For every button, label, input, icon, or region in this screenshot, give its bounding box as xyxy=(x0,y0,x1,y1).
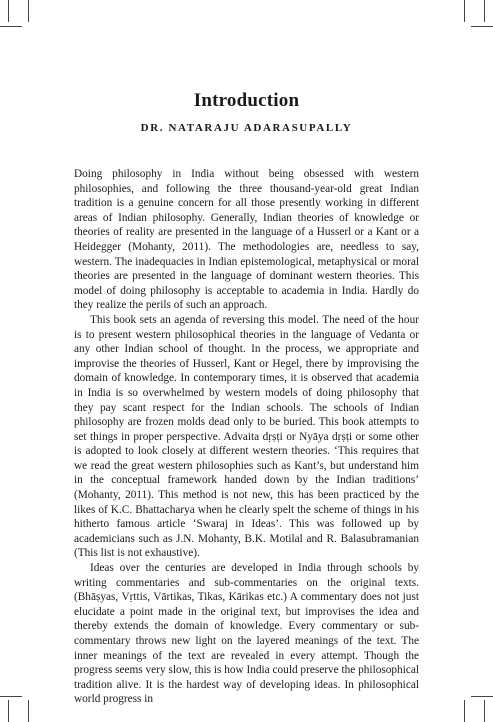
crop-mark xyxy=(8,0,9,22)
body-text xyxy=(74,167,419,707)
crop-mark xyxy=(0,26,22,27)
paragraph: Ideas over the centuries are developed in India through schools by writing commentaries and sub-commentaries on the original texts. (Bhāṣyas, Vṛttis, Vārtikas, Tikas, Kārikas etc.) A commentary does not just elucidate a point made in the original text, but improvises the idea and thereby extends the domain of knowledge. Every commentary or sub-commentary throws new light on the layered meanings of the text. The inner meanings of the text are revealed in every attempt. Though the progress seems very slow, this is how India could preserve the philosophical tradition alive. It is the hardest way of developing ideas. In philosophical world progress in xyxy=(74,562,420,706)
page-title: Introduction xyxy=(193,90,300,111)
author-name: DR. NATARAJU ADARASUPALLY xyxy=(140,122,353,134)
crop-mark xyxy=(28,0,29,22)
crop-mark xyxy=(471,696,493,697)
paragraph: This book sets an agenda of reversing this model. The need of the hour is to present western philosophical theories in the language of Vedanta or any other Indian school of thought. In the process, we appropriate and improvise the theories of Husserl, Kant or Hegel, there by improvising the domain of knowledge. In contemporary times, it is observed that academia in India is so overwhelmed by western models of doing philosophy that they pay scant respect for the Indian schools. The schools of Indian philosophy are frozen molds dead only to be buried. This book attempts to set things in proper perspective. Advaita dṛṣṭi or Nyāya dṛṣṭi or some other is adopted to look closely at different western theories. ‘This requires that we read the great western philosophies such as Kant’s, but understand him in the conceptual framework handed down by the Indian traditions’ (Mohanty, 2011). This method is not new, this has been practiced by the likes of K.C. Bhattacharya when he clearly spelt the scheme of things in his hitherto famous article ‘Swaraj in Ideas’. This was followed up by academicians such as J.N. Mohanty, B.K. Motilal and R. Balasubramanian (This list is not exhaustive). xyxy=(74,313,419,560)
crop-mark xyxy=(484,700,485,722)
crop-mark xyxy=(464,0,465,22)
crop-mark xyxy=(8,700,9,722)
crop-mark xyxy=(484,0,485,22)
crop-mark xyxy=(471,26,493,27)
crop-mark xyxy=(28,700,29,722)
crop-mark xyxy=(0,696,22,697)
paragraph: Doing philosophy in India without being obsessed with western philosophies, and following the three thousand-year-old great Indian tradition is a genuine concern for all those presently working in different areas of Indian philosophy. Generally, Indian theories of knowledge or theories of reality are presented in the language of a Husserl or a Kant or a Heidegger (Mohanty, 2011). The methodologies are, needless to say, western. The inadequacies in Indian epistemological, metaphysical or moral theories are presented in the language of dominant western theories. This model of doing philosophy is acceptable to academia in India. Hardly do they realize the perils of such an approach. xyxy=(74,168,419,312)
crop-mark xyxy=(464,700,465,722)
